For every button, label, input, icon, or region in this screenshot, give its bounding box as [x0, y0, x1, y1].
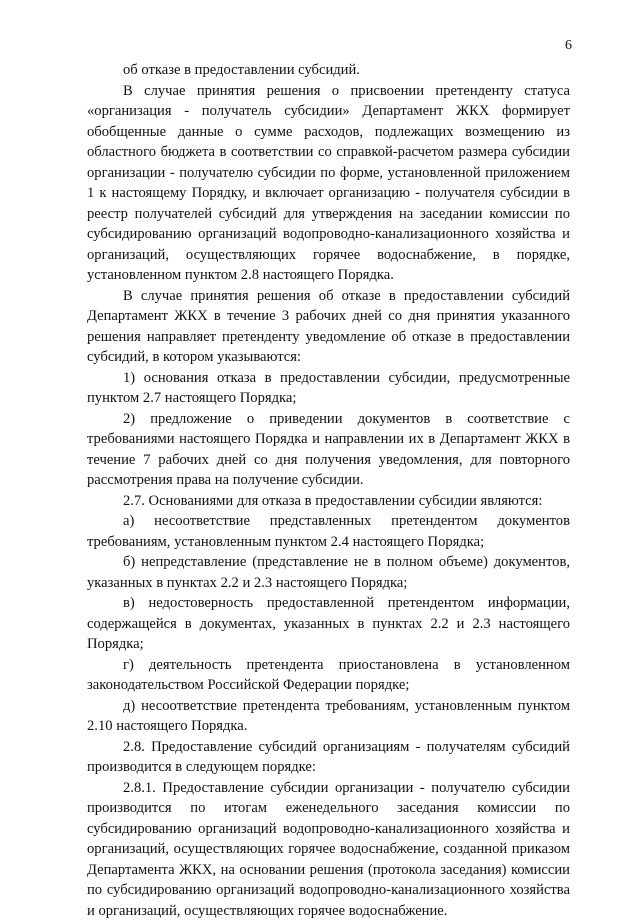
list-item-b: б) непредставление (представление не в полном объеме) документов, указанных в пунктах 2.2 и 2.3 настоящего Порядка;	[87, 552, 570, 593]
list-item-2: 2) предложение о приведении документов в соответствие с требованиями настоящего Порядка и направлении их в Департамент ЖКХ в течение 7 рабочих дней со дня получения уведомления, для повторного рассмотрения права на получение субсидии.	[87, 409, 570, 491]
section-2-7-heading: 2.7. Основаниями для отказа в предоставлении субсидии являются:	[87, 491, 570, 512]
list-item-v: в) недостоверность предоставленной претендентом информации, содержащейся в документах, указанных в пунктах 2.2 и 2.3 настоящего Порядка;	[87, 593, 570, 655]
paragraph-refusal-notification: В случае принятия решения об отказе в предоставлении субсидий Департамент ЖКХ в течение 3 рабочих дней со дня принятия указанного решения направляет претенденту уведомление об отказе в предоставлении субсидий, в котором указываются:	[87, 286, 570, 368]
list-item-g: г) деятельность претендента приостановлена в установленном законодательством Российской Федерации порядке;	[87, 655, 570, 696]
list-item-d: д) несоответствие претендента требованиям, установленным пунктом 2.10 настоящего Порядка.	[87, 696, 570, 737]
list-item-1: 1) основания отказа в предоставлении субсидии, предусмотренные пунктом 2.7 настоящего Порядка;	[87, 368, 570, 409]
paragraph-continuation: об отказе в предоставлении субсидий.	[87, 60, 570, 81]
paragraph-subsidy-status-decision: В случае принятия решения о присвоении претенденту статуса «организация - получатель субсидии» Департамент ЖКХ формирует обобщенные данные о сумме расходов, подлежащих возмещению из областного бюджета в соответствии со справкой-расчетом размера субсидии организации - получателю субсидии по форме, установленной приложением 1 к настоящему Порядку, и включает организацию - получателя субсидии в реестр получателей субсидий для утверждения на заседании комиссии по субсидированию организаций водопроводно-канализационного хозяйства и организаций, осуществляющих горячее водоснабжение, в порядке, установленном пунктом 2.8 настоящего Порядка.	[87, 81, 570, 286]
list-item-a: а) несоответствие представленных претендентом документов требованиям, установленным пунктом 2.4 настоящего Порядка;	[87, 511, 570, 552]
section-2-8-1: 2.8.1. Предоставление субсидии организации - получателю субсидии производится по итогам еженедельного заседания комиссии по субсидированию организаций водопроводно-канализационного хозяйства и организаций, осуществляющих горячее водоснабжение, созданной приказом Департамента ЖКХ, на основании решения (протокола заседания) комиссии по субсидированию организаций водопроводно-канализационного хозяйства и организаций, осуществляющих горячее водоснабжение.	[87, 778, 570, 921]
document-body	[87, 60, 570, 921]
page-number: 6	[565, 38, 572, 54]
section-2-8-heading: 2.8. Предоставление субсидий организациям - получателям субсидий производится в следующем порядке:	[87, 737, 570, 778]
